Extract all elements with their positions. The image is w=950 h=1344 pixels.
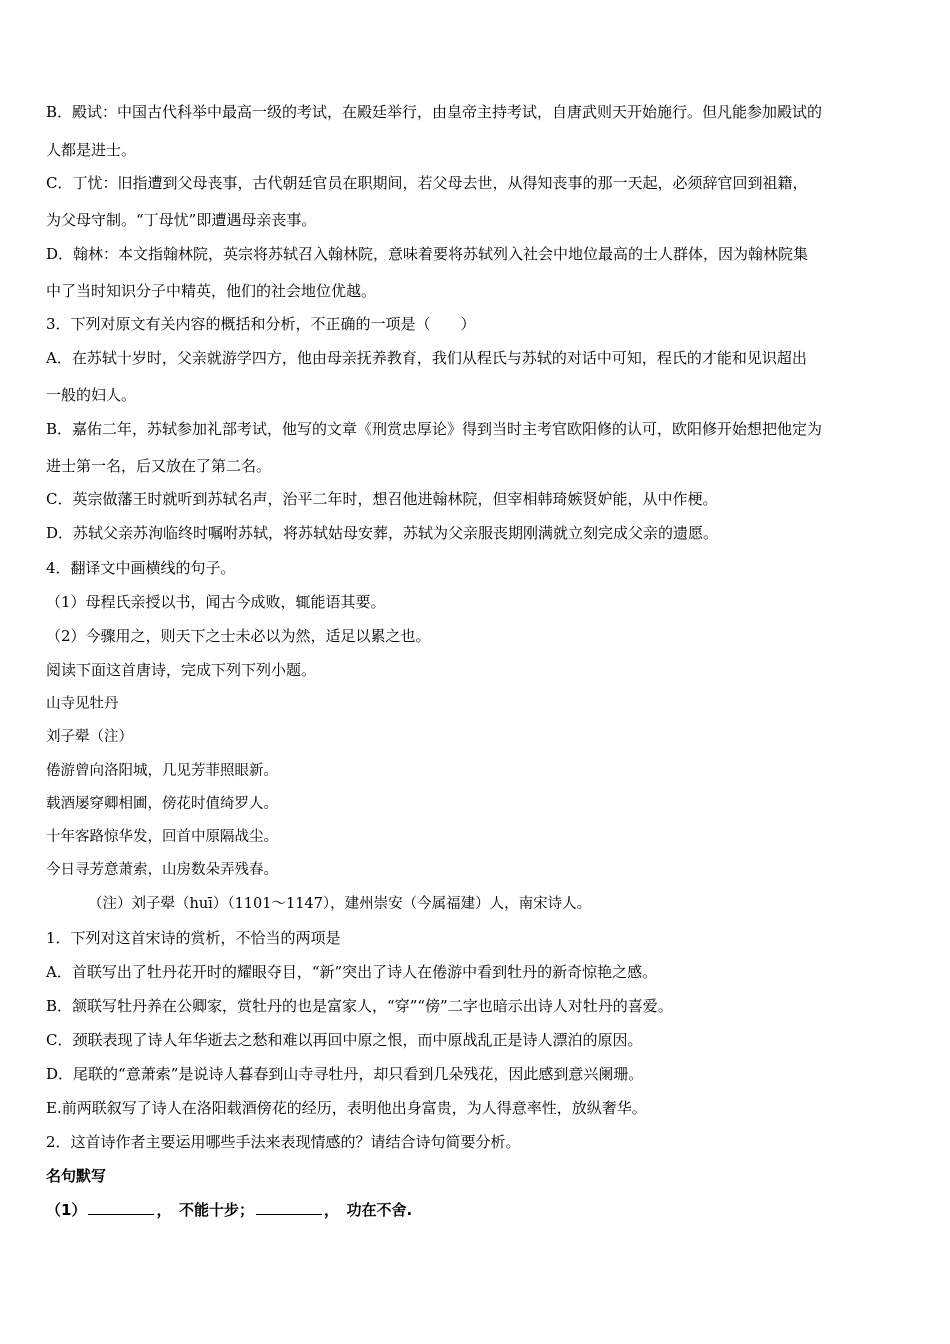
poem-line-1: 倦游曾向洛阳城，几见芳菲照眼新。 (46, 763, 278, 779)
q3-option-a-line-2: 一般的妇人。 (46, 386, 137, 404)
poem-q1-stem: 1．下列对这首宋诗的赏析，不恰当的两项是 (46, 929, 341, 947)
q3-option-c: C．英宗做藩王时就听到苏轼名声，治平二年时，想召他进翰林院，但宰相韩琦嫉贤妒能，从中作梗。 (46, 490, 718, 508)
option-c-line-1: C．丁忧：旧指遭到父母丧事，古代朝廷官员在职期间，若父母去世，从得知丧事的那一天起，必须辞官回到祖籍， (46, 174, 808, 192)
poem-q1-option-d: D．尾联的“意萧索”是说诗人暮春到山寺寻牡丹，却只看到几朵残花，因此感到意兴阑珊。 (46, 1065, 644, 1083)
q3-option-b-line-1: B．嘉佑二年，苏轼参加礼部考试，他写的文章《刑赏忠厚论》得到当时主考官欧阳修的认可，欧阳修开始想把他定为 (46, 420, 823, 438)
dictation-part-1: ， 不能十步； (156, 1201, 254, 1219)
q3-option-a-line-1: A．在苏轼十岁时，父亲就游学四方，他由母亲抚养教育，我们从程氏与苏轼的对话中可知，程氏的才能和见识超出 (46, 349, 807, 367)
poem-author: 刘子翚（注） (46, 729, 133, 745)
poem-q1-option-c: C．颈联表现了诗人年华逝去之愁和难以再回中原之恨，而中原战乱正是诗人漂泊的原因。 (46, 1031, 643, 1049)
fill-blank-1[interactable] (88, 1200, 154, 1215)
section-heading: 名句默写 (46, 1167, 107, 1185)
poem-note: （注）刘子翚（huī）（1101～1147），建州崇安（今属福建）人，南宋诗人。 (88, 896, 592, 912)
dictation-item-1 (46, 1200, 412, 1220)
poem-line-2: 载酒屡穿卿相圃，傍花时值绮罗人。 (46, 796, 278, 812)
poem-q2-stem: 2．这首诗作者主要运用哪些手法来表现情感的？请结合诗句简要分析。 (46, 1133, 521, 1151)
fill-blank-2[interactable] (256, 1200, 322, 1215)
option-b-line-2: 人都是进士。 (46, 141, 137, 159)
option-d-line-2: 中了当时知识分子中精英，他们的社会地位优越。 (46, 282, 377, 300)
q3-option-d: D．苏轼父亲苏洵临终时嘱咐苏轼，将苏轼姑母安葬，苏轼为父亲服丧期刚满就立刻完成父亲的遗愿。 (46, 524, 719, 542)
poem-q1-option-a: A．首联写出了牡丹花开时的耀眼夺目，“新”突出了诗人在倦游中看到牡丹的新奇惊艳之感。 (46, 963, 658, 981)
poem-q1-option-e: E.前两联叙写了诗人在洛阳载酒傍花的经历，表明他出身富贵，为人得意率性，放纵奢华。 (46, 1099, 647, 1117)
q4-sentence-1: （1）母程氏亲授以书，闻古今成败，辄能语其要。 (46, 593, 386, 611)
option-d-line-1: D．翰林：本文指翰林院，英宗将苏轼召入翰林院，意味着要将苏轼列入社会中地位最高的士人群体，因为翰林院集 (46, 245, 809, 263)
q3-option-b-line-2: 进士第一名，后又放在了第二名。 (46, 457, 272, 475)
poem-q1-option-b: B．颔联写牡丹养在公卿家，赏牡丹的也是富家人，“穿”“傍”二字也暗示出诗人对牡丹的喜爱。 (46, 997, 673, 1015)
dictation-number: （1） (46, 1201, 87, 1219)
question-3-stem: 3．下列对原文有关内容的概括和分析，不正确的一项是（ ） (46, 315, 476, 333)
poem-title: 山寺见牡丹 (46, 696, 119, 712)
question-4-stem: 4．翻译文中画横线的句子。 (46, 559, 236, 577)
option-b-line-1: B．殿试：中国古代科举中最高一级的考试，在殿廷举行，由皇帝主持考试，自唐武则天开始施行。但凡能参加殿试的 (46, 103, 823, 121)
poem-line-3: 十年客路惊华发，回首中原隔战尘。 (46, 829, 278, 845)
q4-sentence-2: （2）今骤用之，则天下之士未必以为然，适足以累之也。 (46, 627, 431, 645)
option-c-line-2: 为父母守制。“丁母忧”即遭遇母亲丧事。 (46, 211, 317, 229)
poem-line-4: 今日寻芳意萧索，山房数朵弄残春。 (46, 862, 278, 878)
poem-instruction: 阅读下面这首唐诗，完成下列下列小题。 (46, 661, 317, 679)
dictation-part-2: ， 功在不舍. (323, 1201, 413, 1219)
